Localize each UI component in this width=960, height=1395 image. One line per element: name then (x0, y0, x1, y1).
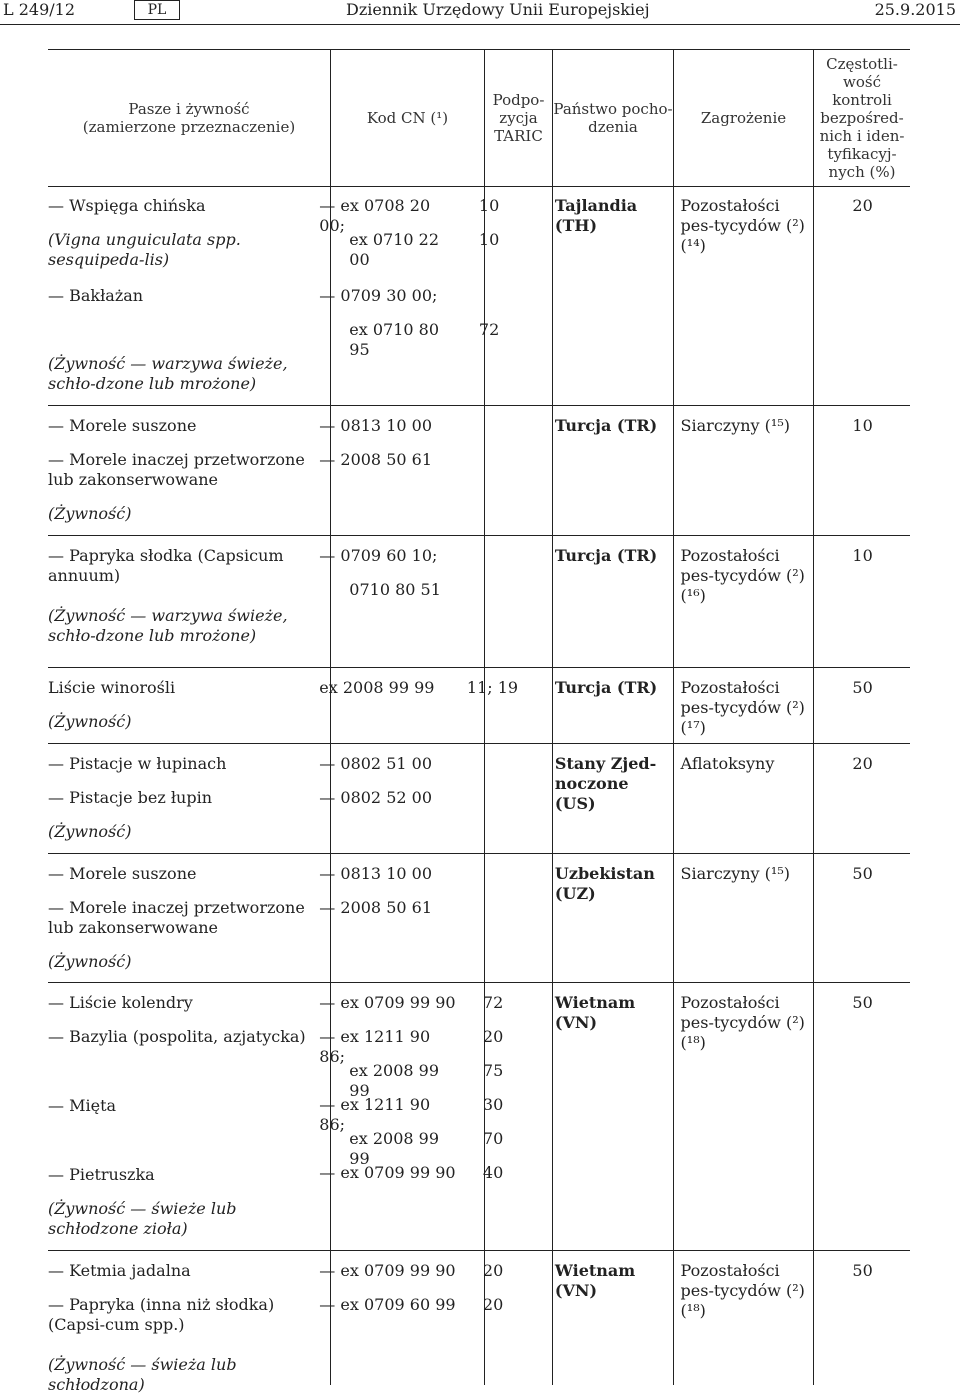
country-cell: Wietnam (VN) (554, 1260, 636, 1300)
country-cell: Turcja (TR) (554, 545, 658, 565)
language-badge: PL (134, 0, 180, 20)
hazard-cell: Siarczyny (¹⁵) (680, 415, 790, 435)
frequency-cell: 50 (852, 1260, 873, 1280)
country-cell: Stany Zjed-noczone (US) (554, 753, 657, 813)
hazard-cell: Siarczyny (¹⁵) (680, 863, 790, 883)
col-header-cn-code: Kod CN (¹) (366, 109, 449, 127)
country-cell: Turcja (TR) (554, 677, 658, 697)
header-rule (0, 24, 960, 25)
frequency-cell: 50 (852, 992, 873, 1012)
hazard-cell: Pozostałości pes-tycydów (²) (¹⁶) (680, 545, 805, 605)
table-row: — Papryka słodka (Capsicum annuum) (Żywność — warzywa świeże, schło-dzone lub mrożone) — 0709 60 10; 0710 80 51 Turcja (TR) Pozostałości pes-tycydów (²) (¹⁶) 10 (48, 535, 910, 667)
table-row: — Ketmia jadalna — Papryka (inna niż słodka) (Capsi-cum spp.) (Żywność — świeża lub schłodzona) — ex 0709 99 90 — ex 0709 60 99 20 20 Wietnam (VN) Pozostałości pes-tycydów (²) (¹⁸) 50 (48, 1250, 910, 1395)
frequency-cell: 20 (852, 753, 873, 773)
country-cell: Tajlandia (TH) (554, 196, 638, 235)
controls-table (48, 186, 910, 1395)
table-row: — Morele suszone — Morele inaczej przetworzone lub zakonserwowane (Żywność) — 0813 10 00 — 2008 50 61 Uzbekistan (UZ) Siarczyny (¹⁵) 50 (48, 853, 910, 982)
hazard-cell: Pozostałości pes-tycydów (²) (¹⁸) (680, 1260, 805, 1320)
frequency-cell: 20 (852, 196, 873, 215)
col-header-country: Państwo pocho- dzenia (553, 100, 673, 136)
country-cell: Uzbekistan (UZ) (554, 863, 655, 903)
col-header-frequency: Częstotli- wość kontroli bezpośred- nich i iden- tyfikacyj- nych (%) (819, 55, 905, 181)
frequency-cell: 50 (852, 863, 873, 883)
page-number: L 249/12 (3, 0, 75, 19)
col-header-hazard: Zagrożenie (700, 109, 787, 127)
hazard-cell: Pozostałości pes-tycydów (²) (¹⁷) (680, 677, 805, 737)
frequency-cell: 10 (852, 545, 873, 565)
hazard-cell: Pozostałości pes-tycydów (²) (¹⁴) (680, 196, 805, 255)
frequency-cell: 50 (852, 677, 873, 697)
hazard-cell: Aflatoksyny (680, 753, 775, 773)
table-row: Liście winorośli (Żywność) ex 2008 99 99 11; 19 Turcja (TR) Pozostałości pes-tycydów (²) (¹⁷) 50 (48, 667, 910, 743)
table-row: — Morele suszone — Morele inaczej przetworzone lub zakonserwowane (Żywność) — 0813 10 00 — 2008 50 61 Turcja (TR) Siarczyny (¹⁵) 10 (48, 405, 910, 535)
country-cell: Turcja (TR) (554, 415, 658, 435)
table-row: — Wspięga chińska (Vigna unguiculata spp. sesquipeda-lis) — Bakłażan (Żywność — warzywa świeże, schło-dzone lub mrożone) — ex 0708 20 00; ex 0710 22 00 — 0709 30 00; ex 0710 80 95 10 10 72 Tajlandia (TH) Pozostałości pes-tycydów (²) (¹⁴) 20 (48, 186, 910, 405)
country-cell: Wietnam (VN) (554, 992, 636, 1032)
page-header (0, 0, 960, 22)
col-header-taric: Podpo- zycja TARIC (492, 91, 545, 145)
table-row: — Liście kolendry — Bazylia (pospolita, azjatycka) — Mięta — Pietruszka (Żywność — świeże lub schłodzone zioła) — ex 0709 99 90 — ex 1211 90 86; ex 2008 99 99 — ex 1211 90 86; ex 2008 99 99 — ex 0709 99 90 72 20 75 30 70 40 Wietnam (VN) Pozostałości pes-tycydów (²) (¹⁸) 50 (48, 982, 910, 1250)
hazard-cell: Pozostałości pes-tycydów (²) (¹⁸) (680, 992, 805, 1052)
journal-title: Dziennik Urzędowy Unii Europejskiej (346, 0, 650, 19)
frequency-cell: 10 (852, 415, 873, 435)
col-header-product: Pasze i żywność (zamierzone przeznaczenie) (82, 100, 296, 136)
publication-date: 25.9.2015 (874, 0, 956, 19)
table-row: — Pistacje w łupinach — Pistacje bez łupin (Żywność) — 0802 51 00 — 0802 52 00 Stany Zjed-noczone (US) Aflatoksyny 20 (48, 743, 910, 853)
